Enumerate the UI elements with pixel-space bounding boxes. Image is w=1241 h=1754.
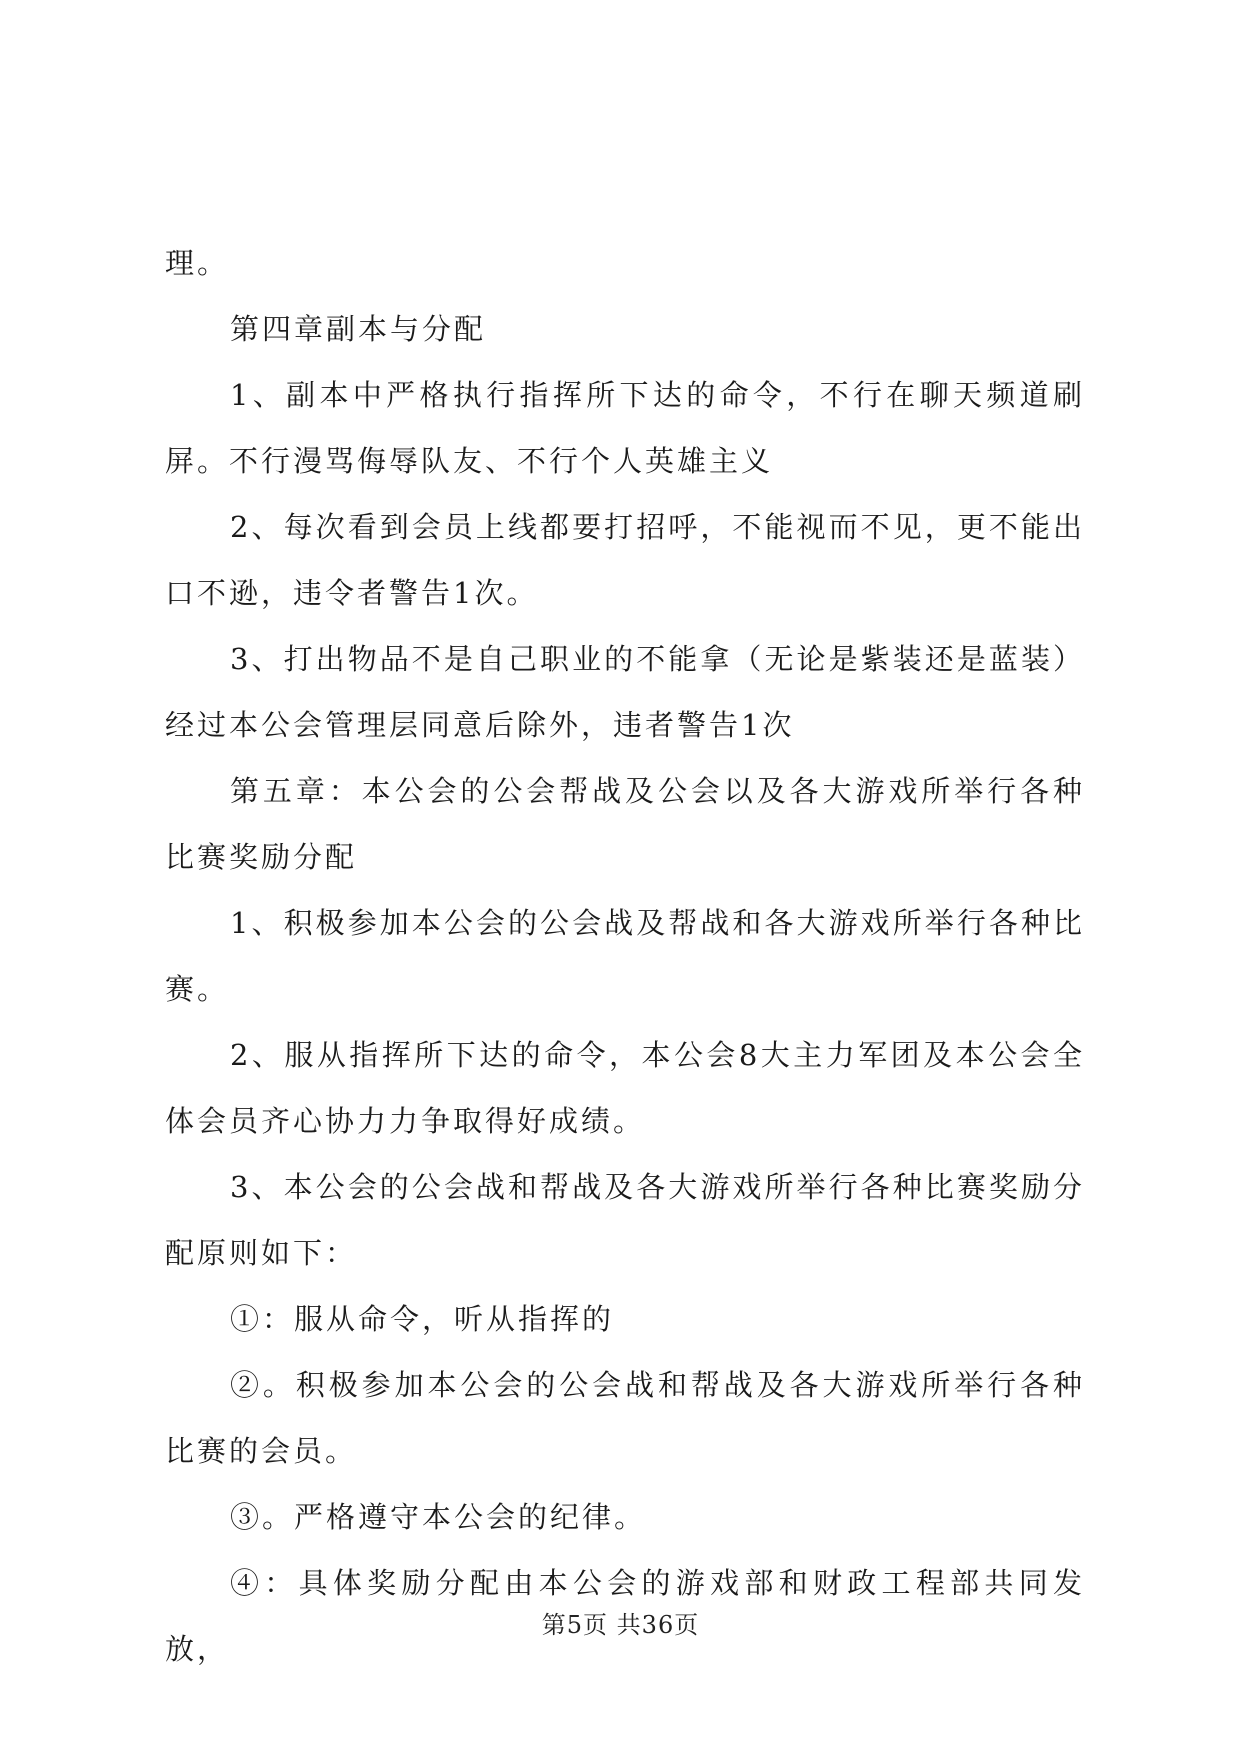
paragraph: 3、打出物品不是自己职业的不能拿（无论是紫装还是蓝装）经过本公会管理层同意后除外，违者警告1次 — [165, 642, 1085, 742]
document-body — [165, 230, 1085, 1682]
paragraph-continuation: 理。 — [165, 246, 230, 280]
list-item: ①：服从命令，听从指挥的 — [230, 1302, 615, 1336]
chapter-5-heading: 第五章：本公会的公会帮战及公会以及各大游戏所举行各种比赛奖励分配 — [165, 774, 1085, 874]
paragraph: 1、积极参加本公会的公会战及帮战和各大游戏所举行各种比赛。 — [165, 906, 1085, 1006]
paragraph: 2、每次看到会员上线都要打招呼，不能视而不见，更不能出口不逊，违令者警告1次。 — [165, 510, 1085, 610]
paragraph: 1、副本中严格执行指挥所下达的命令，不行在聊天频道刷屏。不行漫骂侮辱队友、不行个人英雄主义 — [165, 378, 1085, 478]
page-number-footer: 第5页 共36页 — [541, 1611, 700, 1639]
paragraph: 3、本公会的公会战和帮战及各大游戏所举行各种比赛奖励分配原则如下： — [165, 1170, 1085, 1270]
paragraph: 2、服从指挥所下达的命令，本公会8大主力军团及本公会全体会员齐心协力力争取得好成绩。 — [165, 1038, 1085, 1138]
list-item: ②。积极参加本公会的公会战和帮战及各大游戏所举行各种比赛的会员。 — [165, 1368, 1085, 1468]
chapter-4-heading: 第四章副本与分配 — [230, 312, 487, 346]
list-item: ③。严格遵守本公会的纪律。 — [230, 1500, 647, 1534]
list-item: ④：具体奖励分配由本公会的游戏部和财政工程部共同发放， — [165, 1566, 1085, 1666]
